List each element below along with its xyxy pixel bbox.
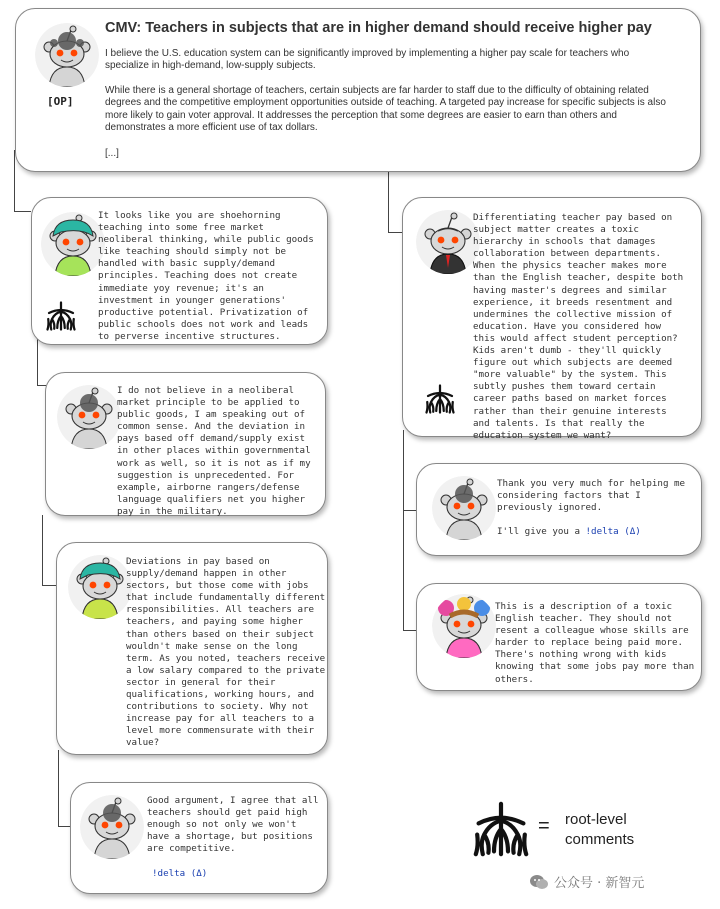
connector-op-right-vertical bbox=[388, 172, 389, 232]
op-paragraph-2: While there is a general shortage of teachers, certain subjects are far harder to staff due to the difficulty of obtaining related degrees and the competitive employment opportunities outside of teaching. A targeted pay increase for specific subjects is also more likely to gain voter approval. It addresses the perception that some degrees are easier to earn than others and demonstrates a more efficient use of tax dollars. bbox=[105, 85, 666, 134]
op-avatar-icon bbox=[432, 476, 496, 540]
comment-left-4-text: Good argument, I agree that all teachers should get paid high enough so not only we won't have a shortage, but positions are competitive. bbox=[147, 795, 319, 855]
legend-roots-icon bbox=[473, 801, 529, 857]
comment-right-1 bbox=[402, 197, 702, 441]
comment-right-3 bbox=[416, 583, 702, 691]
root-level-comment-icon bbox=[46, 301, 76, 331]
root-level-comment-icon bbox=[425, 384, 455, 414]
op-avatar-icon bbox=[57, 385, 121, 449]
legend-equals: = bbox=[538, 815, 550, 837]
comment-left-2-text: I do not believe in a neoliberal market principle to be applied to public goods, I am speaking out of common sense. And the deviation in pays based off demand/supply exist in other places within governmental work as well, so it is not as if my suggestion is unprecedented. For example, airborne rangers/defense language qualifiers net you higher pay in the military. bbox=[117, 385, 311, 517]
op-avatar-icon bbox=[80, 795, 144, 859]
comment-right-1-text: Differentiating teacher pay based on subject matter creates a toxic hierarchy in schools that damages collaboration between departments. When the physics teacher makes more than the English teacher, despite both having master's degrees and similar experience, it breeds resentment and undermines the collective mission of education. Have you considered how this would affect student perception? Kids aren't dumb - they'll quickly figure out which subjects are deemed "more valuable" by the system. This subtly pushes them toward certain career paths based on market forces rather than their genuine interests and talents. Is that really the education system we want? bbox=[473, 212, 684, 441]
watermark bbox=[530, 872, 644, 891]
connector-right-1-2 bbox=[403, 430, 417, 511]
watermark-text: 公众号 · 新智元 bbox=[554, 876, 645, 891]
op-label: [OP] bbox=[47, 95, 74, 108]
op-post bbox=[15, 8, 701, 172]
connector-op-right-horizontal bbox=[388, 232, 402, 233]
delta-award: !delta (Δ) bbox=[152, 868, 208, 879]
op-paragraph-1: I believe the U.S. education system can be significantly improved by implementing a higher pay scale for teachers who specialize in high-demand, low-supply subjects. bbox=[105, 48, 630, 72]
comment-right-3-text: This is a description of a toxic English teacher. They should not resent a colleague whose skills are harder to replace being paid more. There's nothing wrong with kids knowing that some jobs pay more than others. bbox=[495, 601, 695, 685]
commenter-avatar-icon bbox=[416, 210, 480, 274]
comment-right-2-text: Thank you very much for helping me considering factors that I previously ignored. bbox=[497, 478, 686, 514]
commenter-avatar-icon bbox=[41, 212, 105, 276]
comment-left-1-text: It looks like you are shoehorning teaching into some free market neoliberal thinking, while public goods like teaching should simply not be handled with basic supply/demand principles. Teaching does not create immediate yoy revenue; it's an investment in younger generations' productive potential. Privatization of public schools does not work and leads to perverse incentive structures. bbox=[98, 210, 314, 342]
connector-op-left-vertical bbox=[14, 150, 15, 212]
op-avatar-icon bbox=[35, 23, 99, 87]
comment-left-4 bbox=[70, 782, 328, 894]
delta-prefix: I'll give you a bbox=[497, 526, 586, 537]
connector-left-2-3 bbox=[42, 515, 57, 586]
wechat-icon bbox=[530, 874, 548, 890]
legend-label: root-level comments bbox=[565, 811, 635, 848]
post-title: CMV: Teachers in subjects that are in higher demand should receive higher pay bbox=[105, 20, 652, 36]
delta-line bbox=[497, 526, 641, 538]
connector-right-1-3 bbox=[403, 510, 417, 631]
commenter-avatar-icon bbox=[68, 555, 132, 619]
comment-right-2 bbox=[416, 463, 702, 556]
op-ellipsis: [...] bbox=[105, 148, 119, 159]
comment-left-1 bbox=[31, 197, 328, 345]
comment-left-3 bbox=[56, 542, 328, 755]
comment-left-3-text: Deviations in pay based on supply/demand happen in other sectors, but those come with jobs that include fundamentally different responsibilities. All teachers are teachers, and paying some higher than others based on their subject wouldn't make sense on the long term. As you noted, teachers receive a low salary compared to the private sector in general for their qualifications, working hours, and contributions to society. Why not increase pay for all teachers to a level more commensurate with their value? bbox=[126, 556, 326, 749]
commenter-avatar-icon bbox=[432, 594, 496, 658]
connector-op-left-horizontal bbox=[14, 211, 31, 212]
delta-award: !delta (Δ) bbox=[585, 526, 641, 537]
comment-left-2 bbox=[45, 372, 326, 516]
